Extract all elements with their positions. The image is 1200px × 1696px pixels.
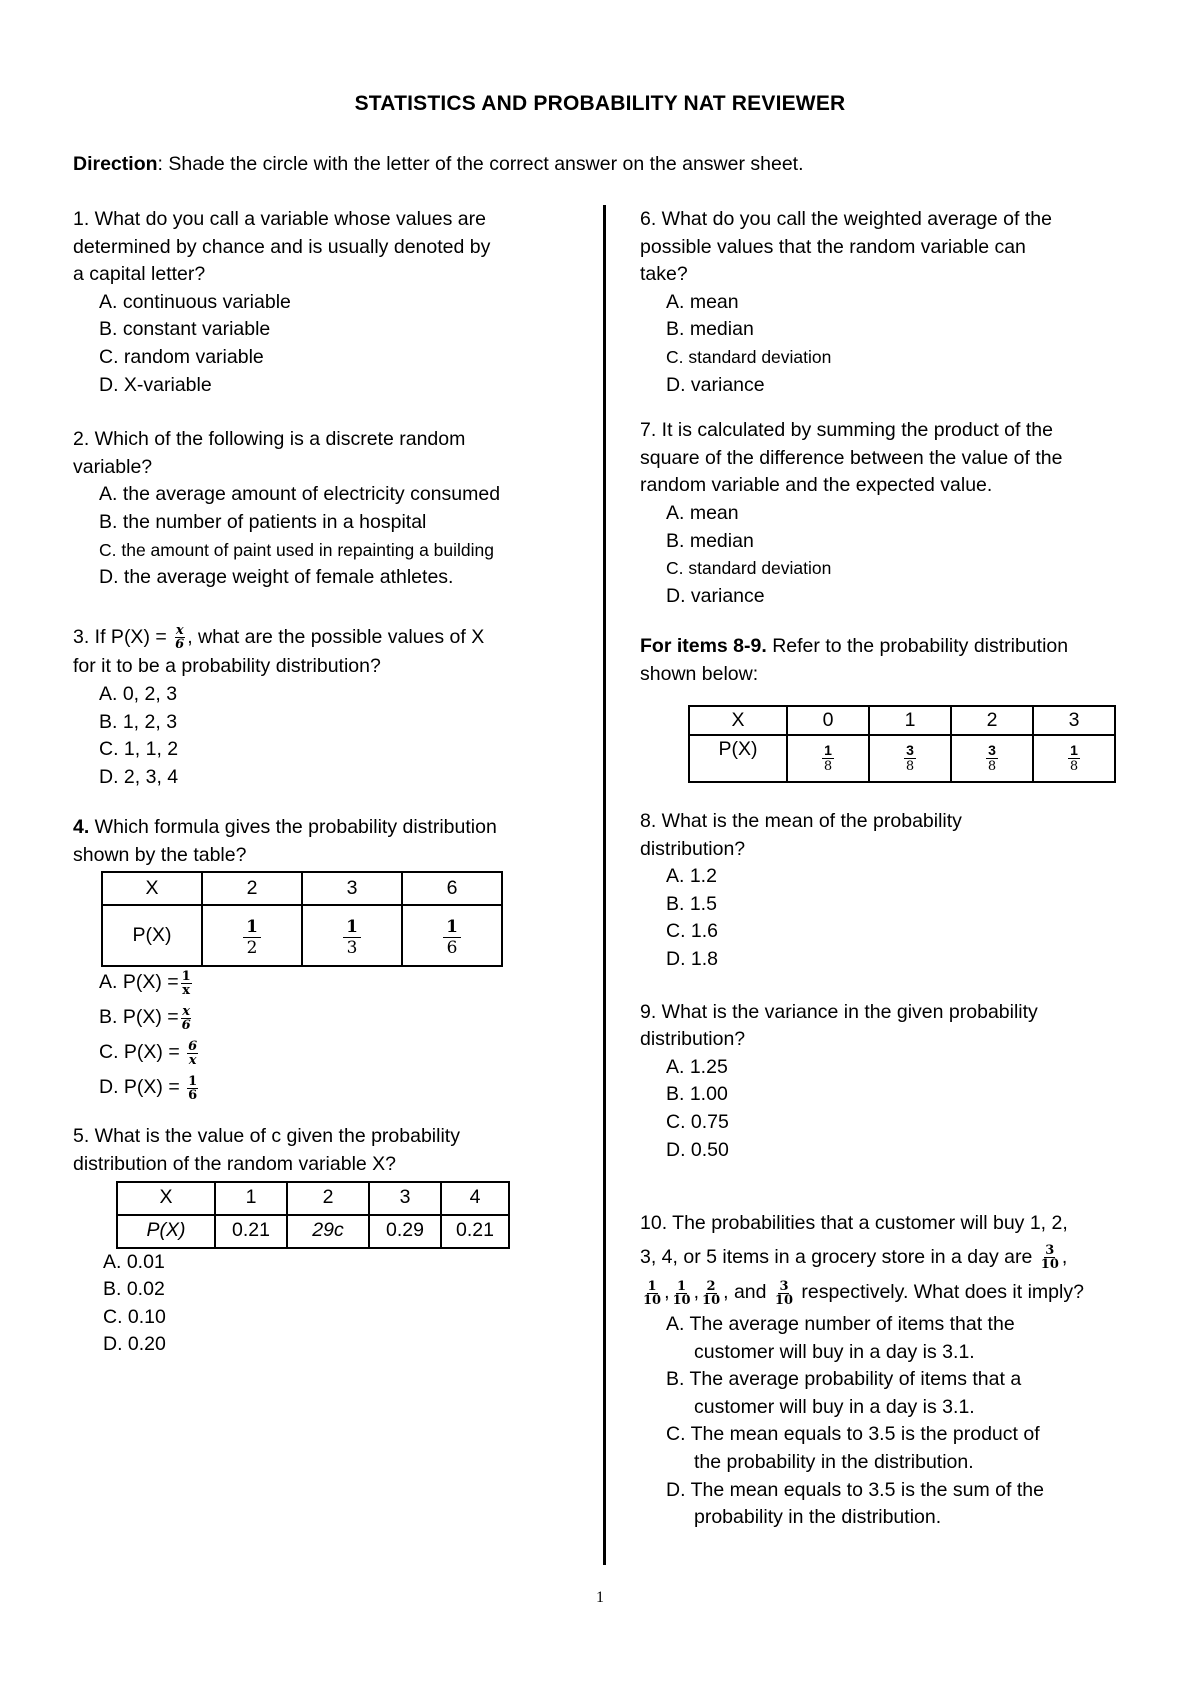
items-8-9-intro — [640, 633, 1140, 783]
fraction-numerator: 1 — [1070, 742, 1078, 759]
question-text: Refer to the probability distribution — [766, 635, 1069, 658]
fraction — [642, 1280, 662, 1307]
question-text: , what are the possible values of X — [187, 625, 485, 648]
option-text: D. The mean equals to 3.5 is the sum of the — [666, 1478, 1044, 1501]
option-a: A. 0.01 — [103, 1250, 165, 1273]
fraction-denominator: 10 — [702, 1292, 721, 1308]
fraction-numerator: 3 — [779, 1278, 789, 1294]
fraction-numerator: 3 — [1045, 1243, 1055, 1259]
question-text-line: 6. What do you call the weighted average of the — [640, 208, 1052, 230]
question-text-line: 2. Which of the following is a discrete random — [73, 428, 466, 451]
option-a: A. the average amount of electricity consumed — [99, 483, 501, 506]
question-text-line: shown below: — [640, 662, 759, 685]
table-header-x: X — [102, 872, 202, 905]
fraction-denominator: 6 — [175, 637, 185, 653]
fraction-numerator: 1 — [243, 917, 261, 938]
option-a: A. 0, 2, 3 — [99, 682, 178, 705]
question-text-line — [73, 624, 573, 652]
option-b — [666, 1366, 1140, 1421]
option-d: D. variance — [666, 373, 765, 396]
question-text-line: 8. What is the mean of the probability — [640, 810, 962, 833]
option-d: D. 1.8 — [666, 948, 719, 971]
question-5 — [73, 1123, 573, 1359]
option-text: C. The mean equals to 3.5 is the product of — [666, 1423, 1040, 1446]
question-text-line: a capital letter? — [73, 263, 206, 286]
question-6 — [640, 206, 1140, 399]
fraction-denominator: 10 — [774, 1292, 794, 1308]
option-a: A. continuous variable — [99, 290, 291, 313]
question-text-line: 5. What is the value of c given the probability — [73, 1125, 460, 1148]
page-number: 1 — [596, 1589, 604, 1606]
table-cell: 2 — [202, 872, 302, 905]
fraction-denominator: 8 — [987, 759, 997, 775]
question-text-line: determined by chance and is usually denoted by — [73, 235, 491, 258]
option-d: D. 2, 3, 4 — [99, 765, 179, 788]
option-c: C. standard deviation — [666, 558, 832, 579]
question-text-line: possible values that the random variable can — [640, 235, 1026, 258]
option-b: B. constant variable — [99, 318, 271, 341]
question-text-line: random variable and the expected value. — [640, 474, 993, 497]
fraction-denominator: 10 — [643, 1292, 662, 1308]
fraction-denominator: 8 — [823, 759, 833, 775]
fraction-numerator: 1 — [647, 1278, 657, 1294]
option-c: C. standard deviation — [666, 346, 832, 367]
question-text-line: for it to be a probability distribution? — [73, 655, 381, 678]
fraction-denominator: x — [182, 982, 191, 998]
question-2 — [73, 426, 573, 592]
question-text-line: shown by the table? — [73, 843, 247, 866]
question-text: Which formula gives the probability distribution — [89, 816, 497, 839]
option-b: B. the number of patients in a hospital — [99, 510, 427, 533]
direction-text: : Shade the circle with the letter of the correct answer on the answer sheet. — [157, 153, 804, 175]
fraction — [187, 1075, 198, 1102]
question-text-line: $\frac{1}{10}$ , $\frac{1}{10}$ , $\frac{2}{10}$ , and $\frac{3}{10}$ respectively. What does it imply? — [643, 1278, 1084, 1308]
fraction-denominator: 10 — [672, 1292, 691, 1308]
distribution-table — [688, 705, 1116, 784]
option-a — [99, 965, 573, 1000]
question-text-line: distribution? — [640, 1028, 746, 1051]
question-text: 3, 4, or 5 items in a grocery store in a day are — [640, 1245, 1033, 1268]
fraction-denominator: 6 — [188, 1087, 198, 1103]
fraction-numerator: 1 — [343, 917, 361, 938]
question-text: respectively. What does it imply? — [796, 1281, 1084, 1304]
question-text-line: 10. The probabilities that a customer will buy 1, 2, — [640, 1212, 1068, 1235]
option-a: A. mean — [666, 501, 739, 524]
option-b: B. 1, 2, 3 — [99, 710, 178, 733]
table-cell: 29c — [287, 1215, 369, 1248]
question-4 — [73, 814, 573, 1105]
option-b: B. 1.00 — [666, 1083, 728, 1106]
fraction — [187, 1040, 198, 1067]
option-text: B. The average probability of items that a — [666, 1368, 1022, 1391]
table-cell: 2 — [951, 706, 1033, 736]
question-number: 4. — [73, 816, 90, 839]
question-text-line — [640, 633, 1140, 661]
option-c: C. random variable — [99, 345, 264, 368]
fraction-denominator: 6 — [446, 938, 458, 959]
option-c: C. the amount of paint used in repainting a building — [99, 539, 494, 560]
table-cell — [302, 905, 402, 966]
option-text: A. The average number of items that the — [666, 1313, 1015, 1335]
fraction — [181, 970, 192, 997]
option-b: B. 1.5 — [666, 892, 717, 915]
table-cell: 0 — [787, 706, 869, 736]
option-d: D. the average weight of female athletes. — [99, 566, 454, 589]
fraction — [174, 624, 185, 651]
option-text: customer will buy in a day is 3.1. — [694, 1395, 975, 1418]
distribution-table — [101, 871, 503, 967]
option-c — [666, 1421, 1140, 1476]
question-text-line — [73, 814, 573, 842]
table-cell — [869, 735, 951, 782]
question-text-line: distribution of the random variable X? — [73, 1153, 397, 1176]
table-cell: 1 — [869, 706, 951, 736]
fraction-denominator: x — [188, 1052, 197, 1068]
option-text: the probability in the distribution. — [694, 1450, 974, 1473]
option-b: B. median — [666, 318, 754, 341]
table-cell — [402, 905, 502, 966]
table-cell: 0.21 — [215, 1215, 287, 1248]
fraction-numerator: 1 — [443, 917, 461, 938]
option-d: D. variance — [666, 584, 765, 607]
question-text-line: variable? — [73, 455, 153, 478]
fraction — [1040, 1244, 1060, 1271]
fraction-numerator: 1 — [824, 742, 832, 759]
option-c — [99, 1035, 573, 1070]
option-text: D. P(X) = — [99, 1076, 186, 1099]
table-header-x: X — [117, 1182, 215, 1215]
option-text: A. P(X) = — [99, 971, 179, 994]
fraction-denominator: 3 — [346, 938, 358, 959]
fraction-numerator: 3 — [906, 742, 914, 759]
option-a: A. 1.25 — [666, 1055, 728, 1078]
option-a: A. 1.2 — [666, 865, 717, 888]
table-cell: 3 — [369, 1182, 441, 1215]
option-text: C. P(X) = — [99, 1041, 186, 1064]
fraction-numerator: 1 — [188, 1073, 198, 1089]
table-cell — [202, 905, 302, 966]
table-header-px: P(X) — [102, 905, 202, 966]
table-cell — [1033, 735, 1115, 782]
option-c: C. 1.6 — [666, 920, 719, 943]
option-c: C. 0.75 — [666, 1111, 729, 1134]
distribution-table — [116, 1181, 510, 1249]
table-cell: 4 — [441, 1182, 509, 1215]
table-cell: 0.21 — [441, 1215, 509, 1248]
fraction-numerator: 1 — [181, 968, 191, 984]
question-text-line: take? — [640, 263, 688, 286]
question-1 — [73, 206, 573, 399]
table-cell: 0.29 — [369, 1215, 441, 1248]
table-cell: 1 — [215, 1182, 287, 1215]
fraction — [774, 1280, 794, 1307]
fraction-numerator: 1 — [677, 1278, 687, 1294]
table-cell: 3 — [1033, 706, 1115, 736]
option-b: B. median — [666, 529, 754, 552]
fraction — [701, 1280, 721, 1307]
question-text-line: 1. What do you call a variable whose values are — [73, 208, 486, 230]
option-d: D. X-variable — [99, 373, 212, 396]
fraction-numerator: x — [175, 623, 184, 639]
fraction-numerator: 2 — [706, 1278, 716, 1294]
question-text-line: square of the difference between the value of the — [640, 446, 1063, 469]
question-3 — [73, 624, 573, 792]
fraction-denominator: 10 — [1040, 1257, 1059, 1273]
fraction — [672, 1280, 692, 1307]
table-cell: 6 — [402, 872, 502, 905]
option-d: D. 0.20 — [103, 1333, 166, 1356]
question-text: , and — [723, 1281, 767, 1304]
option-text: customer will buy in a day is 3.1. — [694, 1340, 975, 1363]
question-text-line: 9. What is the variance in the given probability — [640, 1000, 1038, 1023]
option-b: B. 0.02 — [103, 1278, 165, 1301]
left-column — [73, 206, 573, 1359]
table-header-x: X — [689, 706, 787, 736]
table-cell — [951, 735, 1033, 782]
fraction-denominator: 2 — [246, 938, 258, 959]
table-cell: 3 — [302, 872, 402, 905]
option-a — [666, 1311, 1140, 1366]
fraction-numerator: 3 — [988, 742, 996, 759]
fraction-numerator: 6 — [188, 1038, 198, 1054]
items-label: For items 8-9. — [640, 635, 767, 658]
question-text-line: 3, 4, or 5 items in a grocery store in a day are $\frac{3}{10}$ , — [640, 1243, 1068, 1273]
question-9 — [640, 999, 1140, 1165]
fraction-denominator: 8 — [905, 759, 915, 775]
option-d — [666, 1477, 1140, 1532]
fraction-numerator: x — [182, 1003, 191, 1019]
option-c: C. 1, 1, 2 — [99, 738, 179, 761]
direction-label: Direction — [73, 153, 158, 175]
option-d — [99, 1070, 573, 1105]
column-divider — [603, 205, 606, 1565]
page-title: STATISTICS AND PROBABILITY NAT REVIEWER — [354, 92, 846, 115]
question-text-line: 7. It is calculated by summing the product of the — [640, 419, 1053, 442]
question-7 — [640, 417, 1140, 610]
option-b — [99, 1000, 573, 1035]
question-8 — [640, 808, 1140, 974]
question-10 — [640, 1210, 1140, 1532]
question-text: 3. If P(X) = — [73, 625, 167, 648]
option-d: D. 0.50 — [666, 1138, 729, 1161]
fraction-denominator: 8 — [1069, 759, 1079, 775]
table-cell: 2 — [287, 1182, 369, 1215]
direction — [73, 153, 804, 176]
fraction-denominator: 6 — [181, 1017, 191, 1033]
table-header-px: P(X) — [117, 1215, 215, 1248]
option-a: A. mean — [666, 290, 739, 313]
option-text: probability in the distribution. — [694, 1506, 942, 1529]
option-text: B. P(X) = — [99, 1006, 179, 1029]
fraction — [181, 1005, 192, 1032]
table-header-px: P(X) — [689, 735, 787, 782]
table-cell — [787, 735, 869, 782]
option-c: C. 0.10 — [103, 1305, 166, 1328]
question-text-line: distribution? — [640, 837, 746, 860]
right-column — [640, 206, 1140, 1532]
